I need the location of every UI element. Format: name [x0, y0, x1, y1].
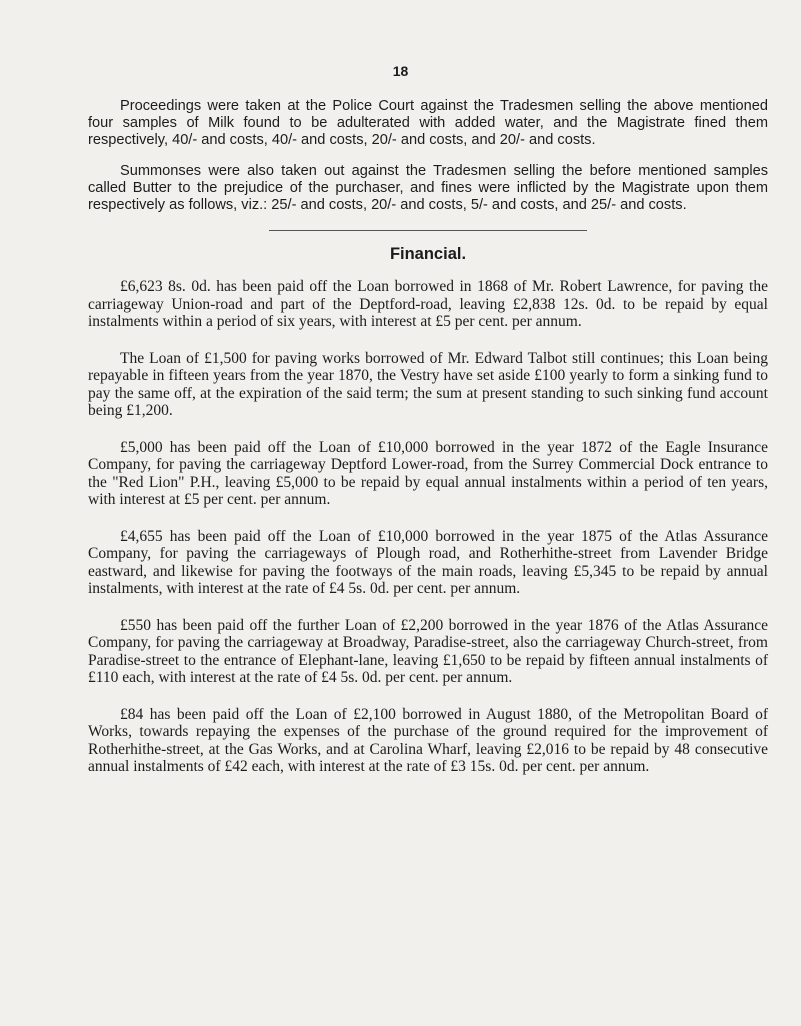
intro-paragraph-summonses: Summonses were also taken out against the Tradesmen selling the before mentioned samples called Butter to the prejudice of the purchaser, and fines were inflicted by the Magistrate upon them respectively as follows, viz.: 25/- and costs, 20/- and costs, 5/- and costs, and 25/- and costs.	[88, 163, 768, 213]
financial-paragraph-atlas-further-loan: £550 has been paid off the further Loan of £2,200 borrowed in the year 1876 of the Atlas Assurance Company, for paving the carriageway at Broadway, Paradise-street, also the carriageway Church-street, from Paradise-street to the entrance of Elephant-lane, leaving £1,650 to be repaid by fifteen annual instalments of £110 each, with interest at the rate of £4 5s. 0d. per cent. per annum.	[88, 616, 768, 686]
financial-paragraph-talbot-loan: The Loan of £1,500 for paving works borrowed of Mr. Edward Talbot still continues; this Loan being repayable in fifteen years from the year 1870, the Vestry have set aside £100 yearly to form a sinking fund to pay the same off, at the expiration of the said term; the sum at present standing to such sinking fund account being £1,200.	[88, 349, 768, 419]
page-number: 18	[392, 63, 409, 79]
financial-section	[88, 278, 768, 776]
financial-paragraph-metropolitan-loan: £84 has been paid off the Loan of £2,100 borrowed in August 1880, of the Metropolitan Board of Works, towards repaying the expenses of the purchase of the ground required for the improvement of Rotherhithe-street, at the Gas Works, and at Carolina Wharf, leaving £2,016 to be repaid by 48 consecutive annual instalments of £42 each, with interest at the rate of £3 15s. 0d. per cent. per annum.	[88, 705, 768, 775]
section-heading: Financial.	[389, 245, 467, 263]
financial-paragraph-atlas-loan: £4,655 has been paid off the Loan of £10,000 borrowed in the year 1875 of the Atlas Assurance Company, for paving the carriageways of Plough road, and Rotherhithe-street from Lavender Bridge eastward, and likewise for paving the footways of the main roads, leaving £5,345 to be repaid by annual instalments, with interest at the rate of £4 5s. 0d. per cent. per annum.	[88, 527, 768, 597]
page-content	[88, 98, 768, 795]
intro-paragraph-police-court: Proceedings were taken at the Police Court against the Tradesmen selling the above mentioned four samples of Milk found to be adulterated with added water, and the Magistrate fined them respectively, 40/- and costs, 40/- and costs, 20/- and costs, and 20/- and costs.	[88, 98, 768, 148]
section-divider	[269, 230, 587, 231]
intro-section	[88, 98, 768, 214]
financial-paragraph-eagle-loan: £5,000 has been paid off the Loan of £10,000 borrowed in the year 1872 of the Eagle Insurance Company, for paving the carriageway Deptford Lower-road, from the Surrey Commercial Dock entrance to the "Red Lion" P.H., leaving £5,000 to be repaid by equal annual instalments within a period of ten years, with interest at £5 per cent. per annum.	[88, 438, 768, 508]
financial-paragraph-lawrence-loan: £6,623 8s. 0d. has been paid off the Loan borrowed in 1868 of Mr. Robert Lawrence, for paving the carriageway Union-road and part of the Deptford-road, leaving £2,838 12s. 0d. to be repaid by equal instalments within a period of six years, with interest at £5 per cent. per annum.	[88, 278, 768, 330]
